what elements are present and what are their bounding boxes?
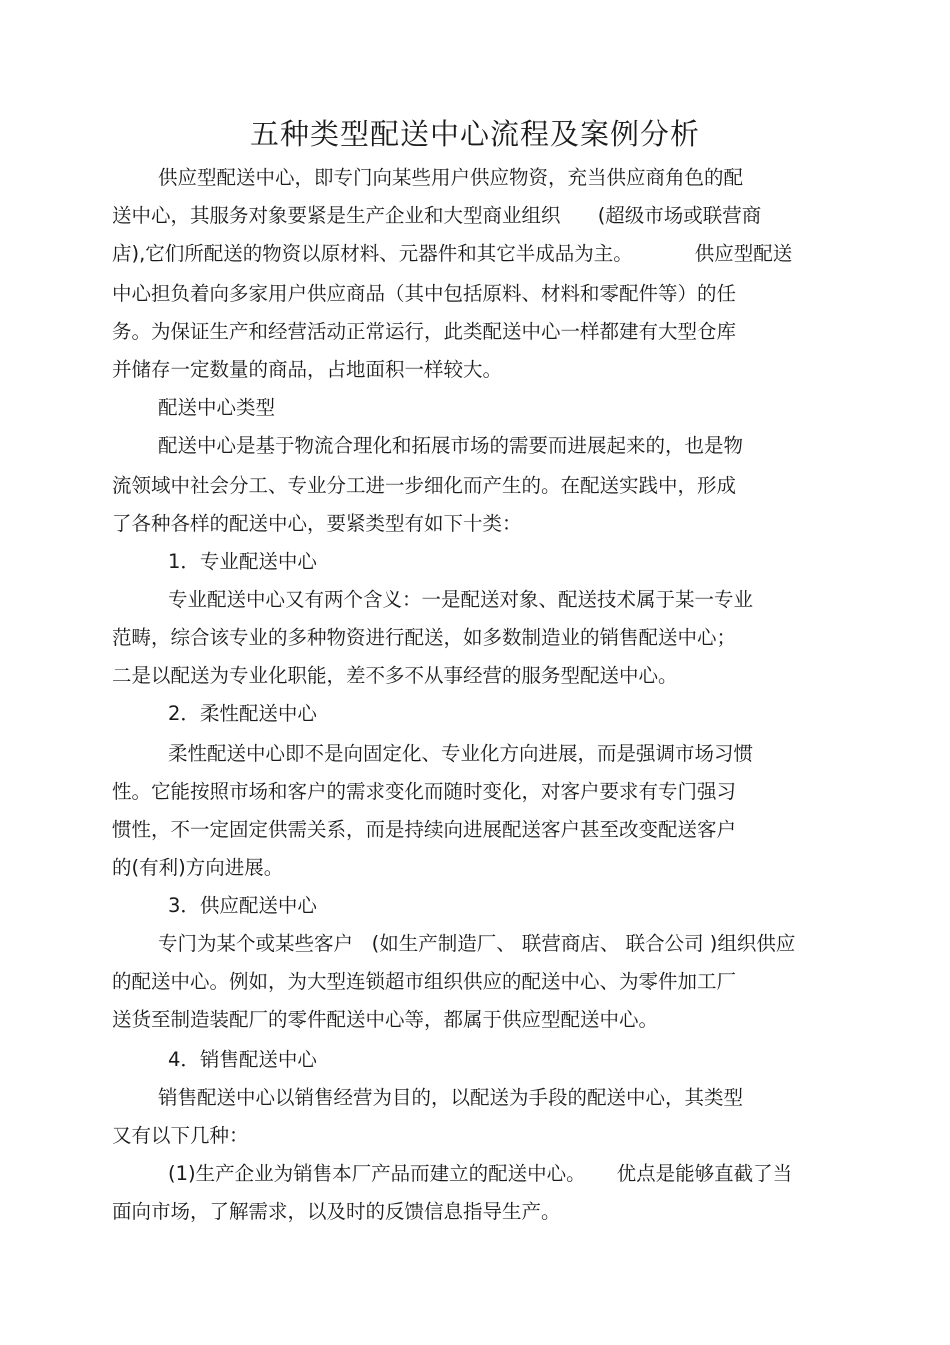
document-title: 五种类型配送中心流程及案例分析 [249, 117, 700, 151]
section-heading: 3．供应配送中心 [168, 894, 317, 917]
paragraph-line: 送货至制造装配厂的零件配送中心等，都属于供应型配送中心。 [112, 1008, 659, 1031]
paragraph-line: 面向市场，了解需求，以及时的反馈信息指导生产。 [112, 1200, 561, 1223]
paragraph-line: 送中心，其服务对象要紧是生产企业和大型商业组织 (超级市场或联营商 [112, 204, 762, 227]
paragraph-line: 并储存一定数量的商品，占地面积一样较大。 [112, 358, 503, 381]
paragraph-line: 范畴，综合该专业的多种物资进行配送，如多数制造业的销售配送中心； [112, 626, 737, 649]
paragraph-line: 销售配送中心以销售经营为目的，以配送为手段的配送中心，其类型 [158, 1086, 744, 1109]
section-heading: 1．专业配送中心 [168, 550, 317, 573]
paragraph-line: 柔性配送中心即不是向固定化、专业化方向进展，而是强调市场习惯 [168, 742, 754, 765]
paragraph-line: 中心担负着向多家用户供应商品（其中包括原料、材料和零配件等）的任 [112, 282, 737, 305]
paragraph-line: 惯性，不一定固定供需关系，而是持续向进展配送客户甚至改变配送客户 [112, 818, 737, 841]
paragraph-line: 的配送中心。例如，为大型连锁超市组织供应的配送中心、为零件加工厂 [112, 970, 737, 993]
paragraph-line: 供应型配送中心，即专门向某些用户供应物资，充当供应商角色的配 [158, 166, 744, 189]
section-heading: 4．销售配送中心 [168, 1048, 317, 1071]
paragraph-line: 了各种各样的配送中心，要紧类型有如下十类： [112, 512, 522, 535]
paragraph-line: 又有以下几种： [112, 1124, 249, 1147]
paragraph-line: 专门为某个或某些客户 (如生产制造厂、 联营商店、 联合公司 )组织供应 [158, 932, 796, 955]
paragraph-line: (1)生产企业为销售本厂产品而建立的配送中心。 优点是能够直截了当 [168, 1162, 793, 1185]
paragraph-line: 的(有利)方向进展。 [112, 856, 284, 879]
paragraph-line: 二是以配送为专业化职能，差不多不从事经营的服务型配送中心。 [112, 664, 678, 687]
section-heading: 2．柔性配送中心 [168, 702, 317, 725]
paragraph-line: 性。它能按照市场和客户的需求变化而随时变化，对客户要求有专门强习 [112, 780, 737, 803]
paragraph-line: 务。为保证生产和经营活动正常运行，此类配送中心一样都建有大型仓库 [112, 320, 737, 343]
paragraph-line: 配送中心是基于物流合理化和拓展市场的需要而进展起来的，也是物 [158, 434, 744, 457]
paragraph-line: 流领域中社会分工、专业分工进一步细化而产生的。在配送实践中，形成 [112, 474, 737, 497]
paragraph-line: 店),它们所配送的物资以原材料、元器件和其它半成品为主。 供应型配送 [112, 242, 793, 265]
paragraph-line: 专业配送中心又有两个含义：一是配送对象、配送技术属于某一专业 [168, 588, 754, 611]
section-heading: 配送中心类型 [158, 396, 276, 419]
